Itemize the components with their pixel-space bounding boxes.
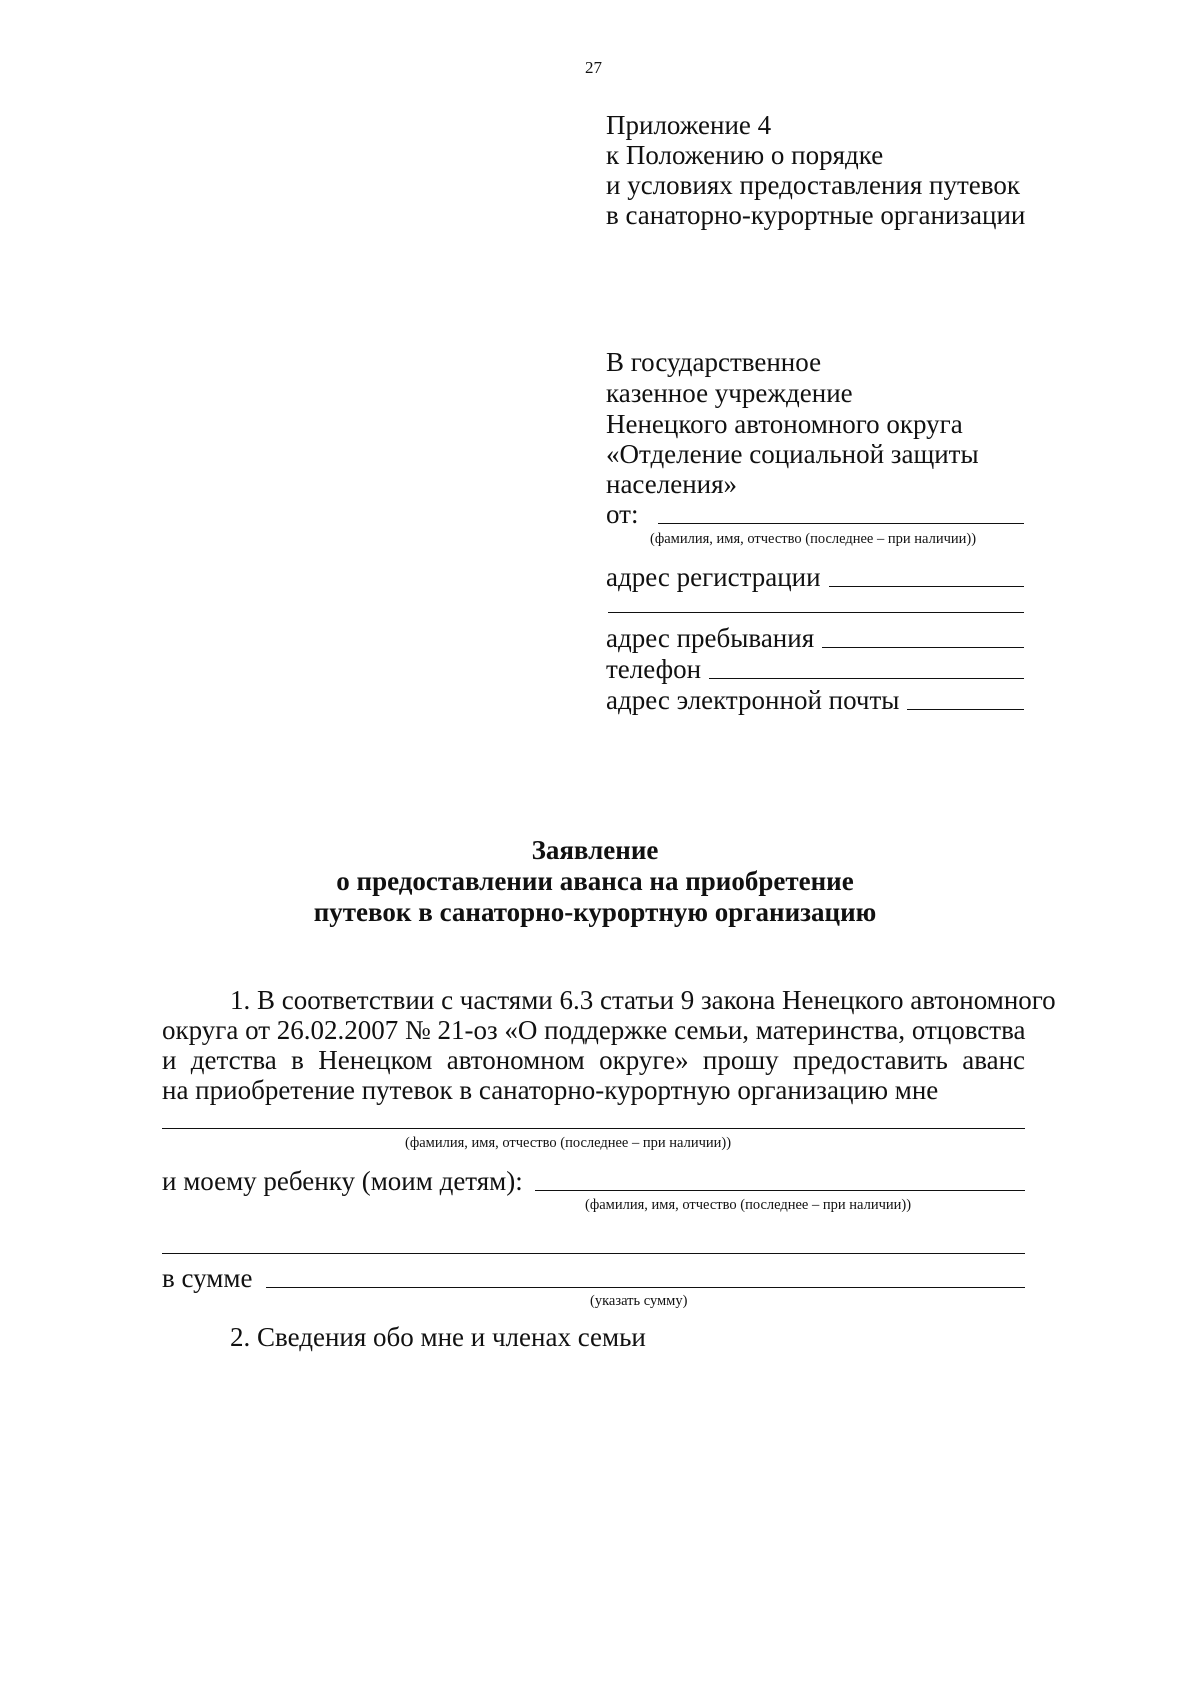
- page-number: 27: [585, 58, 602, 77]
- registration-field[interactable]: [606, 560, 1024, 594]
- children-field[interactable]: [162, 1164, 1025, 1198]
- from-label: от:: [606, 499, 639, 529]
- email-line[interactable]: [907, 709, 1024, 710]
- children-line[interactable]: [535, 1190, 1025, 1191]
- document-title-line-2: о предоставлении аванса на приобретение: [336, 866, 854, 896]
- applicant-fio-caption: (фамилия, имя, отчество (последнее – при наличии)): [405, 1135, 732, 1151]
- from-field[interactable]: [606, 497, 1024, 531]
- addressee-line-5: населения»: [606, 469, 738, 499]
- phone-field[interactable]: [606, 652, 1024, 686]
- children-label: и моему ребенку (моим детям):: [162, 1166, 523, 1196]
- children-line-2[interactable]: [162, 1253, 1025, 1254]
- appendix-line-1: Приложение 4: [606, 110, 772, 140]
- phone-label: телефон: [606, 654, 702, 684]
- stay-line[interactable]: [822, 647, 1024, 648]
- phone-line[interactable]: [709, 678, 1024, 679]
- email-label: адрес электронной почты: [606, 685, 900, 715]
- registration-line[interactable]: [829, 586, 1024, 587]
- paragraph-1-line-2: округа от 26.02.2007 № 21-оз «О поддержке семьи, материнства, отцовства: [162, 1015, 1026, 1045]
- email-field[interactable]: [606, 683, 1024, 717]
- addressee-line-3: Ненецкого автономного округа: [606, 409, 963, 439]
- paragraph-1-line-1: 1. В соответствии с частями 6.3 статьи 9 закона Ненецкого автономного: [230, 985, 1056, 1015]
- sum-caption: (указать сумму): [590, 1293, 688, 1309]
- document-title: Заявление: [531, 835, 659, 865]
- paragraph-1-line-4: на приобретение путевок в санаторно-курортную организацию мне: [162, 1075, 939, 1105]
- addressee-line-2: казенное учреждение: [606, 378, 853, 408]
- sum-line[interactable]: [266, 1287, 1025, 1288]
- addressee-line-4: «Отделение социальной защиты: [606, 439, 979, 469]
- registration-label: адрес регистрации: [606, 562, 821, 592]
- registration-line-2[interactable]: [608, 612, 1024, 613]
- stay-label: адрес пребывания: [606, 623, 815, 653]
- children-caption: (фамилия, имя, отчество (последнее – при наличии)): [585, 1197, 912, 1213]
- appendix-line-3: и условиях предоставления путевок: [606, 170, 1020, 200]
- sum-field[interactable]: [162, 1261, 1025, 1295]
- addressee-line-1: В государственное: [606, 347, 822, 377]
- document-title-line-3: путевок в санаторно-курортную организацию: [313, 897, 877, 927]
- applicant-fio-line[interactable]: [162, 1128, 1025, 1129]
- sum-label: в сумме: [162, 1263, 253, 1293]
- paragraph-2: 2. Сведения обо мне и членах семьи: [230, 1322, 646, 1352]
- appendix-line-4: в санаторно-курортные организации: [606, 200, 1026, 230]
- from-line[interactable]: [658, 523, 1024, 524]
- from-caption: (фамилия, имя, отчество (последнее – при наличии)): [650, 531, 977, 547]
- appendix-line-2: к Положению о порядке: [606, 140, 884, 170]
- paragraph-1-line-3: и детства в Ненецком автономном округе» прошу предоставить аванс: [162, 1045, 1025, 1075]
- stay-field[interactable]: [606, 621, 1024, 655]
